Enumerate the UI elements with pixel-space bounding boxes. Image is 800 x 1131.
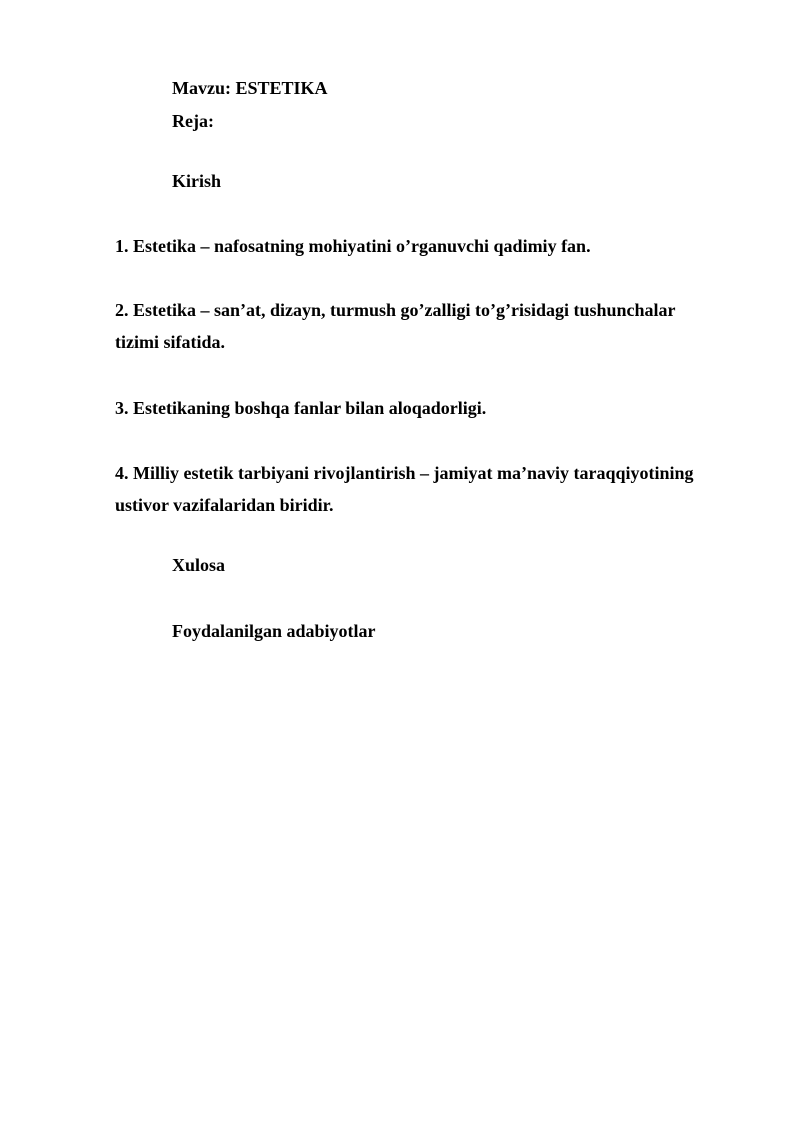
plan-item-2-line-2: tizimi sifatida.	[115, 332, 225, 352]
plan-item-3: 3. Estetikaning boshqa fanlar bilan aloqadorligi.	[115, 398, 487, 418]
conclusion-heading: Xulosa	[172, 555, 226, 575]
plan-item-2-line-1: 2. Estetika – san’at, dizayn, turmush go’zalligi to’g’risidagi tushunchalar	[115, 300, 676, 320]
intro-heading: Kirish	[172, 171, 222, 191]
plan-item-4-line-2: ustivor vazifalaridan biridir.	[115, 495, 334, 515]
plan-item-4-line-1: 4. Milliy estetik tarbiyani rivojlantirish – jamiyat ma’naviy taraqqiyotining	[115, 463, 694, 483]
plan-item-1: 1. Estetika – nafosatning mohiyatini o’rganuvchi qadimiy fan.	[115, 236, 591, 256]
references-heading: Foydalanilgan adabiyotlar	[172, 621, 376, 641]
topic-heading: Mavzu: ESTETIKA	[172, 78, 328, 98]
plan-label: Reja:	[172, 111, 214, 131]
